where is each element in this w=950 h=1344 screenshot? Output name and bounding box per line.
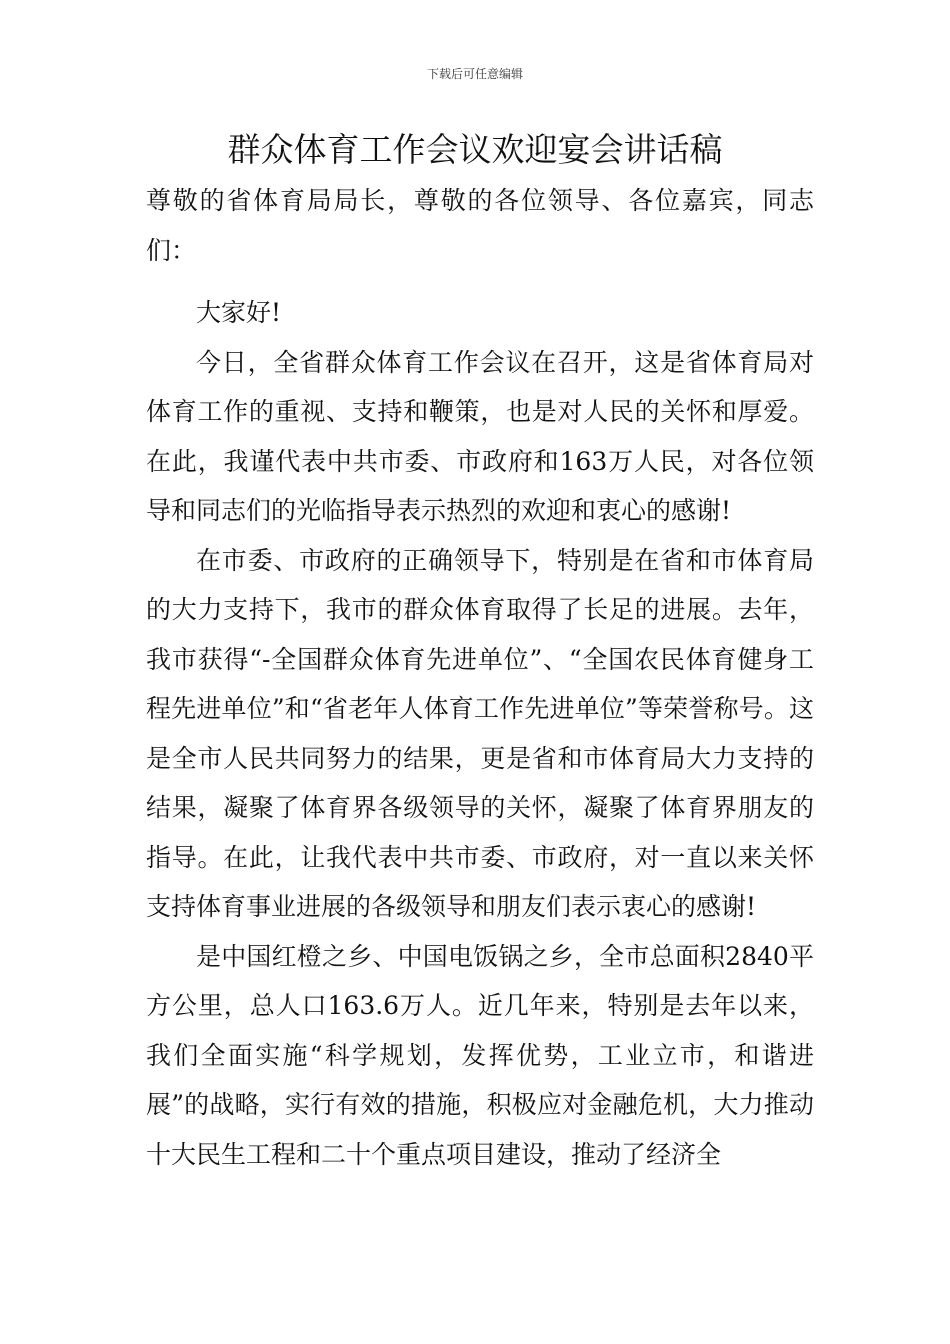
salutation: 尊敬的省体育局局长，尊敬的各位领导、各位嘉宾，同志们： <box>146 186 814 265</box>
paragraph-welcome: 今日，全省群众体育工作会议在召开，这是省体育局对体育工作的重视、支持和鞭策，也是对人民的关怀和厚爱。在此，我谨代表中共市委、市政府和163万人民，对各位领导和同志们的光临指导表示热烈的欢迎和衷心的感谢! <box>146 347 814 525</box>
document-title: 群众体育工作会议欢迎宴会讲话稿 <box>227 130 723 169</box>
paragraph-greeting: 大家好! <box>196 298 282 327</box>
paragraph-city-overview: 是中国红橙之乡、中国电饭锅之乡，全市总面积2840平方公里，总人口163.6万人。近几年来，特别是去年以来，我们全面实施“科学规划，发挥优势，工业立市，和谐进展”的战略，实行有效的措施，积极应对金融危机，大力推动十大民生工程和二十个重点项目建设，推动了经济全 <box>146 941 814 1169</box>
document-body <box>146 176 814 1179</box>
header-note: 下载后可任意编辑 <box>426 67 523 81</box>
paragraph-achievements: 在市委、市政府的正确领导下，特别是在省和市体育局的大力支持下，我市的群众体育取得了长足的进展。去年，我市获得“-全国群众体育先进单位”、“全国农民体育健身工程先进单位”和“省老年人体育工作先进单位”等荣誉称号。这是全市人民共同努力的结果，更是省和市体育局大力支持的结果，凝聚了体育界各级领导的关怀，凝聚了体育界朋友的指导。在此，让我代表中共市委、市政府，对一直以来关怀支持体育事业进展的各级领导和朋友们表示衷心的感谢! <box>146 545 814 921</box>
